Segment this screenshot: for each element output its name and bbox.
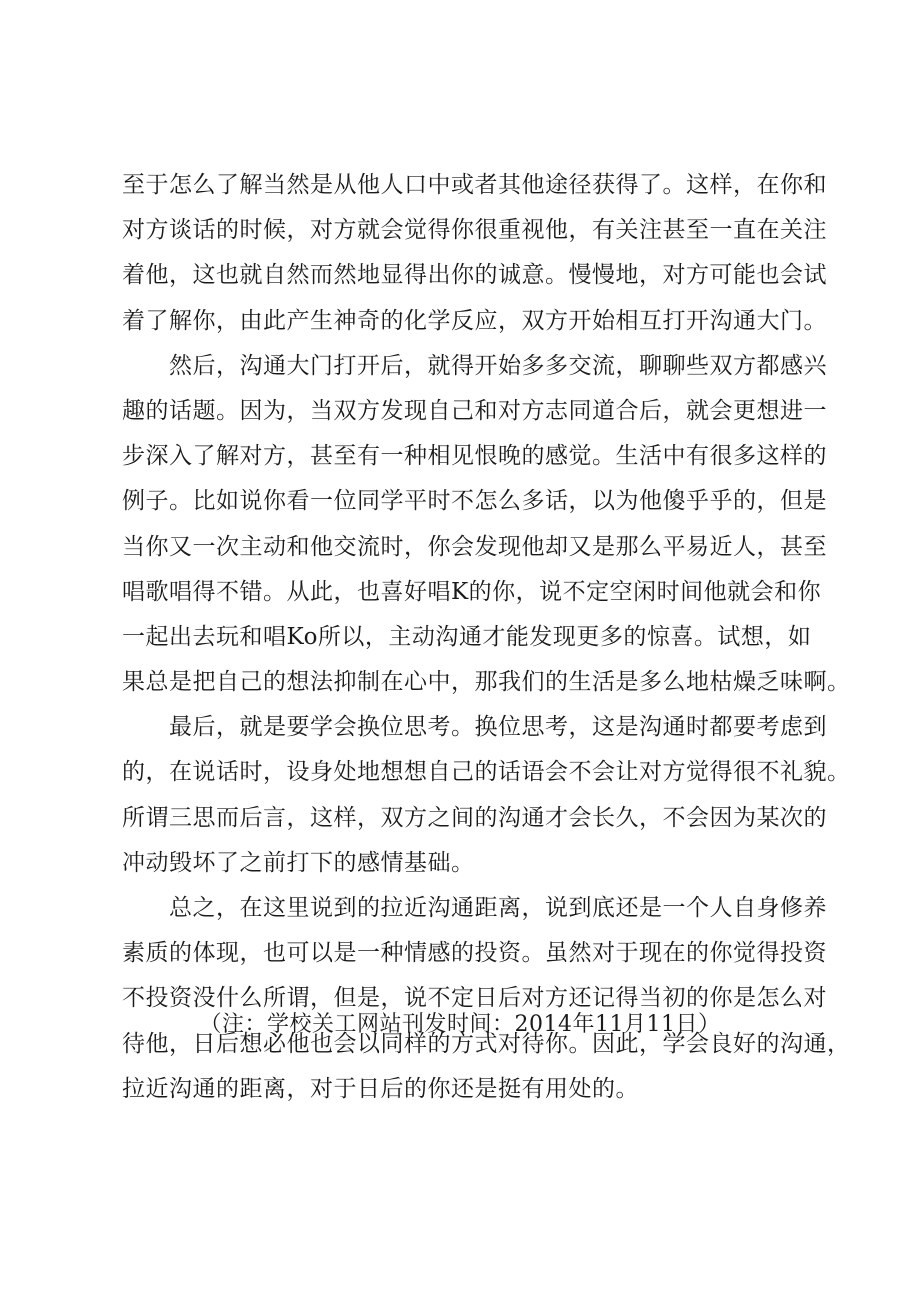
text-line: 对方谈话的时候，对方就会觉得你很重视他，有关注甚至一直在关注 (122, 217, 827, 244)
paragraph-end-line: 果总是把自己的想法抑制在心中，那我们的生活是多么地枯燥乏味啊。 (122, 669, 851, 696)
paragraph-end-line: 冲动毁坏了之前打下的感情基础。 (122, 849, 475, 876)
article-body (122, 163, 851, 1112)
text-line: 例子。比如说你看一位同学平时不怎么多话，以为他傻乎乎的，但是 (122, 488, 827, 515)
publication-note: （注：学校关工网站刊发时间：2014年11月11日） (199, 1012, 721, 1037)
paragraph-end-line: 着了解你，由此产生神奇的化学反应，双方开始相互打开沟通大门。 (122, 307, 827, 334)
text-line: 当你又一次主动和他交流时，你会发现他却又是那么平易近人，甚至 (122, 533, 827, 560)
paragraph-end-line: 拉近沟通的距离，对于日后的你还是挺有用处的。 (122, 1075, 639, 1102)
text-line: 步深入了解对方，甚至有一种相见恨晚的感觉。生活中有很多这样的 (122, 443, 827, 470)
text-line: 然后，沟通大门打开后，就得开始多多交流，聊聊些双方都感兴 (122, 352, 827, 379)
text-line: 趣的话题。因为，当双方发现自己和对方志同道合后，就会更想进一 (122, 397, 827, 424)
text-line: 素质的体现，也可以是一种情感的投资。虽然对于现在的你觉得投资 (122, 940, 827, 967)
text-line: 总之，在这里说到的拉近沟通距离，说到底还是一个人自身修养 (122, 895, 827, 921)
text-line: 的，在说话时，设身处地想想自己的话语会不会让对方觉得很不礼貌。 (122, 759, 851, 786)
text-line: 唱歌唱得不错。从此，也喜好唱K的你，说不定空闲时间他就会和你 (122, 578, 822, 605)
text-line: 最后，就是要学会换位思考。换位思考，这是沟通时都要考虑到 (122, 714, 827, 741)
text-line: 不投资没什么所谓，但是，说不定日后对方还记得当初的你是怎么对 (122, 985, 827, 1012)
text-line: 至于怎么了解当然是从他人口中或者其他途径获得了。这样，在你和 (122, 172, 827, 198)
text-line: 着他，这也就自然而然地显得出你的诚意。慢慢地，对方可能也会试 (122, 262, 827, 289)
text-line: 待他，日后想必他也会以同样的方式对待你。因此，学会良好的沟通， (122, 1030, 851, 1057)
text-line: 一起出去玩和唱Ko所以，主动沟通才能发现更多的惊喜。试想，如 (122, 623, 812, 650)
text-line: 所谓三思而后言，这样，双方之间的沟通才会长久，不会因为某次的 (122, 804, 827, 831)
